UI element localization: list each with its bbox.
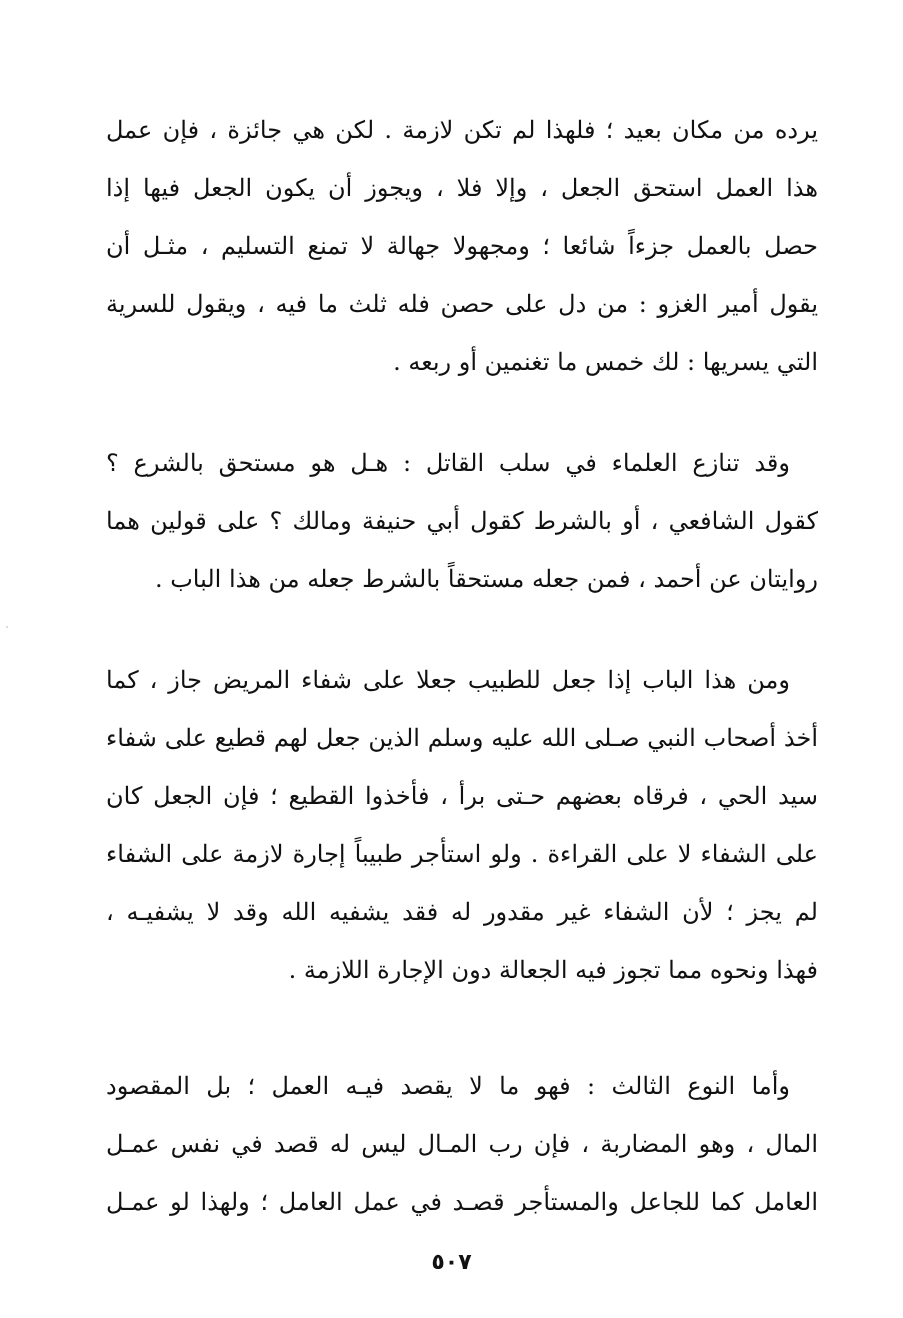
text-line: وأما النوع الثالث : فهو ما لا يقصد فيـه العمل ؛ بل المقصود (106, 1072, 790, 1100)
page-number: ٥٠٧ (431, 1250, 472, 1275)
scan-speck (6, 626, 8, 628)
paragraph-2 (106, 434, 818, 608)
text-line: لم يجز ؛ لأن الشفاء غير مقدور له فقد يشفيه الله وقد لا يشفيـه ، (106, 898, 818, 926)
text-line: روايتان عن أحمد ، فمن جعله مستحقاً بالشرط جعله من هذا الباب . (154, 565, 818, 593)
paragraph-1 (106, 101, 818, 391)
text-line: أخذ أصحاب النبي صـلى الله عليه وسلم الذين جعل لهم قطيع على شفاء (106, 724, 818, 752)
text-line: يرده من مكان بعيد ؛ فلهذا لم تكن لازمة . لكن هي جائزة ، فإن عمل (106, 116, 818, 144)
text-line: العامل كما للجاعل والمستأجر قصـد في عمل العامل ؛ ولهذا لو عمـل (106, 1188, 818, 1216)
paragraph-3 (106, 651, 818, 999)
text-line: على الشفاء لا على القراءة . ولو استأجر طبيباً إجارة لازمة على الشفاء (106, 840, 818, 868)
text-line: سيد الحي ، فرقاه بعضهم حـتى برأ ، فأخذوا القطيع ؛ فإن الجعل كان (106, 782, 818, 810)
text-line: كقول الشافعي ، أو بالشرط كقول أبي حنيفة ومالك ؟ على قولين هما (106, 507, 818, 535)
text-line: حصل بالعمل جزءاً شائعا ؛ ومجهولا جهالة لا تمنع التسليم ، مثـل أن (106, 232, 818, 260)
paragraph-4 (106, 1057, 818, 1231)
text-line: فهذا ونحوه مما تجوز فيه الجعالة دون الإجارة اللازمة . (288, 956, 818, 984)
text-line: المال ، وهو المضاربة ، فإن رب المـال ليس له قصد في نفس عمـل (106, 1130, 818, 1158)
text-line: يقول أمير الغزو : من دل على حصن فله ثلث ما فيه ، ويقول للسرية (106, 290, 818, 318)
text-line: التي يسريها : لك خمس ما تغنمين أو ربعه . (393, 348, 818, 376)
text-line: وقد تنازع العلماء في سلب القاتل : هـل هو مستحق بالشرع ؟ (106, 449, 790, 477)
text-line: ومن هذا الباب إذا جعل للطبيب جعلا على شفاء المريض جاز ، كما (106, 666, 790, 694)
text-line: هذا العمل استحق الجعل ، وإلا فلا ، ويجوز أن يكون الجعل فيها إذا (106, 174, 818, 202)
